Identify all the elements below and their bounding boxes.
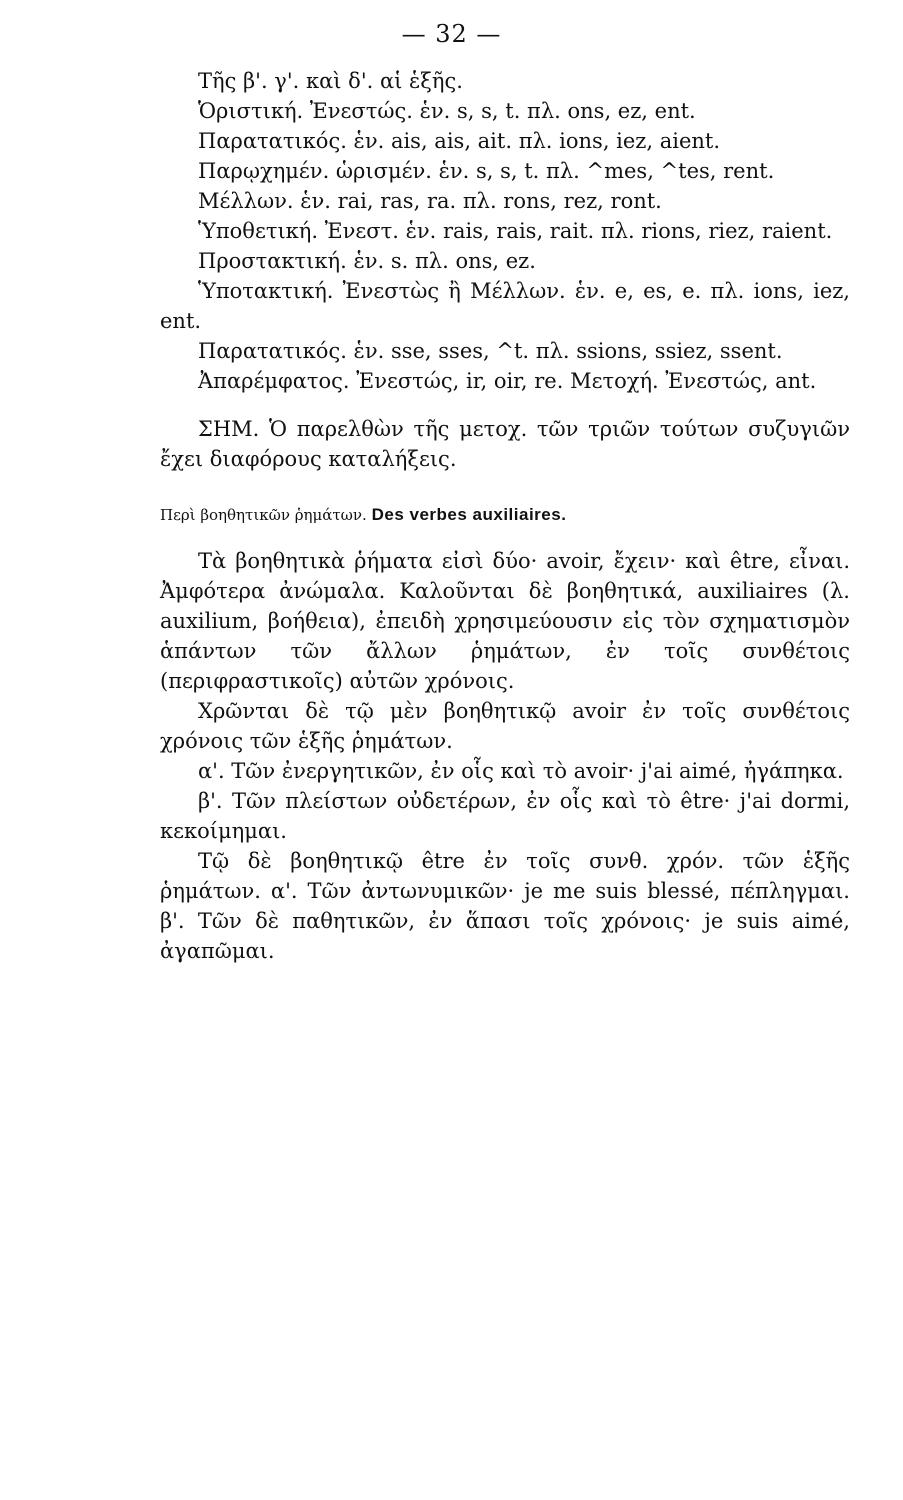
conjugation-line: Τῆς β'. γ'. καὶ δ'. αἱ ἑξῆς. [198, 69, 463, 93]
section-heading-greek: Περὶ βοηθητικῶν ῥημάτων. [160, 506, 367, 524]
section-heading-french: Des verbes auxiliaires. [371, 505, 567, 524]
paragraph: Τὰ βοηθητικὰ ῥήματα εἰσὶ δύο· avoir, ἔχειν· καὶ être, εἶναι. Ἀμφότερα ἀνώμαλα. Καλοῦνται δὲ βοηθητικά, auxiliaires (λ. auxilium, βοήθεια), ἐπειδὴ χρησιμεύουσιν εἰς τὸν σχηματισμὸν ἁπάντων τῶν ἄλλων ῥημάτων, ἐν τοῖς συνθέτοις (περιφραστικοῖς) αὐτῶν χρόνοις. [160, 549, 850, 693]
paragraph: Τῷ δὲ βοηθητικῷ être ἐν τοῖς συνθ. χρόν. τῶν ἑξῆς ῥημάτων. α'. Τῶν ἀντωνυμικῶν· je me suis blessé, πέπληγμαι. β'. Τῶν δὲ παθητικῶν, ἐν ἅπασι τοῖς χρόνοις· je suis aimé, ἀγαπῶμαι. [160, 849, 850, 963]
conjugation-line: Παρατατικός. ἑν. sse, sses, ^t. πλ. ssions, ssiez, ssent. [198, 339, 783, 363]
paragraph: α'. Τῶν ἐνεργητικῶν, ἐν οἷς καὶ τὸ avoir· j'ai aimé, ἠγάπηκα. [198, 759, 844, 783]
page-body [160, 66, 850, 966]
conjugation-line: Ἀπαρέμφατος. Ἐνεστώς, ir, oir, re. Μετοχή. Ἐνεστώς, ant. [198, 369, 817, 393]
conjugation-line: Μέλλων. ἑν. rai, ras, ra. πλ. rons, rez, ront. [198, 189, 662, 213]
page-number: — 32 — [401, 20, 502, 48]
conjugation-line: Ὑποτακτική. Ἐνεστὼς ἢ Μέλλων. ἑν. e, es, e. πλ. ions, iez, ent. [160, 279, 850, 333]
conjugation-line: Ὑποθετική. Ἐνεστ. ἑν. rais, rais, rait. πλ. rions, riez, raient. [198, 219, 833, 243]
paragraph: β'. Τῶν πλείστων οὐδετέρων, ἐν οἷς καὶ τὸ être· j'ai dormi, κεκοίμημαι. [160, 789, 850, 843]
section-body [160, 546, 850, 966]
conjugation-table [160, 66, 850, 396]
conjugation-line: Προστακτική. ἑν. s. πλ. ons, ez. [198, 249, 536, 273]
conjugation-line: Παρατατικός. ἑν. ais, ais, ait. πλ. ions, iez, aient. [198, 129, 721, 153]
paragraph: Χρῶνται δὲ τῷ μὲν βοηθητικῷ avoir ἐν τοῖς συνθέτοις χρόνοις τῶν ἑξῆς ῥημάτων. [160, 699, 850, 753]
conjugation-line: Παρῳχημέν. ὡρισμέν. ἑν. s, s, t. πλ. ^mes, ^tes, rent. [198, 159, 775, 183]
note: ΣΗΜ. Ὁ παρελθὼν τῆς μετοχ. τῶν τριῶν τούτων συζυγιῶν ἔχει διαφόρους καταλήξεις. [160, 417, 850, 471]
conjugation-line: Ὁριστική. Ἐνεστώς. ἑν. s, s, t. πλ. ons, ez, ent. [198, 99, 696, 123]
section-heading [160, 504, 850, 526]
